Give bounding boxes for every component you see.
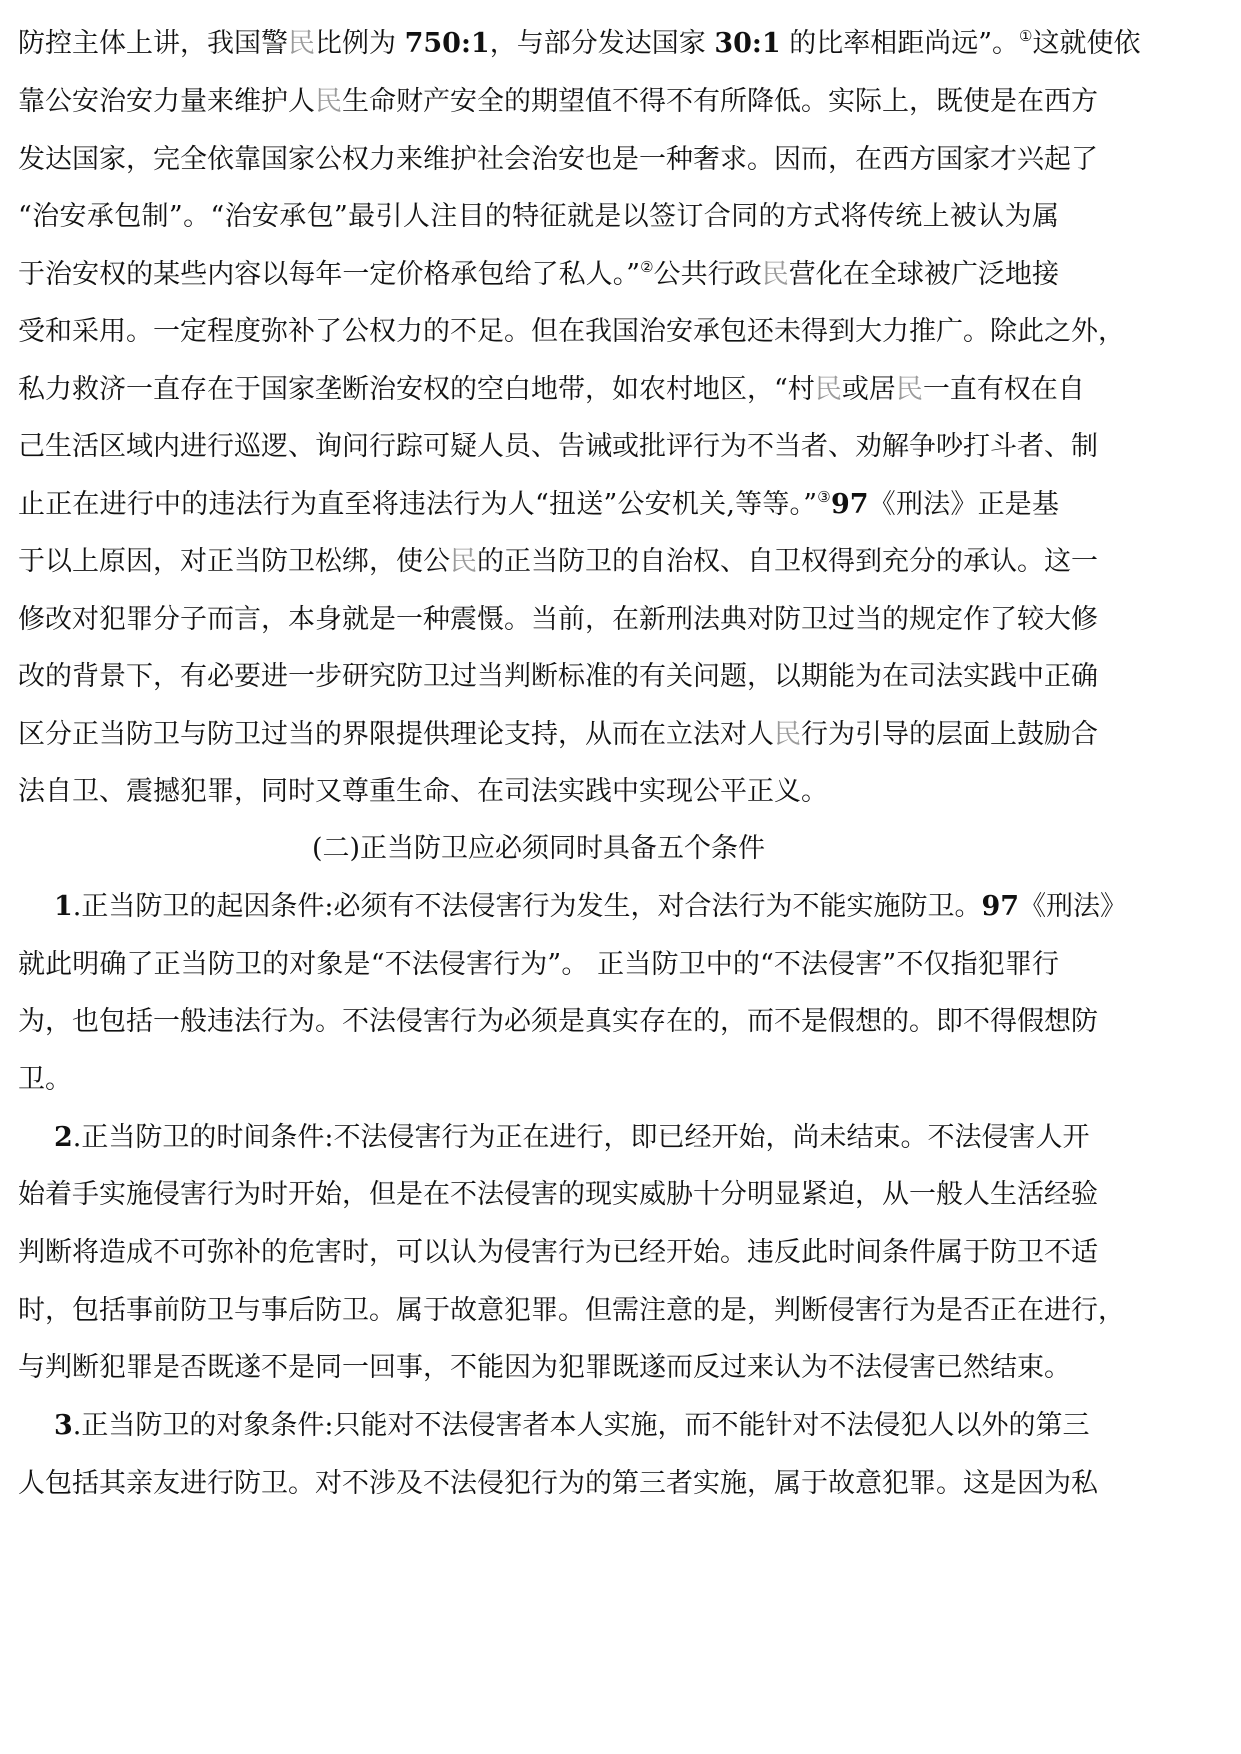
faded-character: 民	[315, 86, 342, 117]
text-line: 私力救济一直存在于国家垄断治安权的空白地带，如农村地区，“村民或居民一直有权在自	[18, 374, 1085, 405]
text-line: 防控主体上讲，我国警民比例为 750:1，与部分发达国家 30:1 的比率相距尚远”。①这就使依	[18, 27, 1141, 59]
numbered-item-start: 1.正当防卫的起因条件:必须有不法侵害行为发生，对合法行为不能实施防卫。97《刑法》	[54, 891, 1128, 922]
faded-character: 民	[450, 546, 477, 577]
text-line: 靠公安治安力量来维护人民生命财产安全的期望值不得不有所降低。实际上，既使是在西方	[18, 86, 1098, 117]
faded-character: 民	[814, 374, 842, 405]
faded-character: 民	[774, 719, 801, 750]
text-line: 修改对犯罪分子而言，本身就是一种震慑。当前，在新刑法典对防卫过当的规定作了较大修	[18, 604, 1098, 635]
text-line: 为，也包括一般违法行为。不法侵害行为必须是真实存在的，而不是假想的。即不得假想防	[18, 1006, 1098, 1037]
text-line: 法自卫、震撼犯罪，同时又尊重生命、在司法实践中实现公平正义。	[18, 776, 828, 807]
text-line: “治安承包制”。“治安承包”最引人注目的特征就是以签订合同的方式将传统上被认为属	[18, 201, 1059, 232]
faded-character: 民	[761, 259, 789, 290]
numbered-item-start: 2.正当防卫的时间条件:不法侵害行为正在进行，即已经开始，尚未结束。不法侵害人开	[54, 1122, 1090, 1153]
section-heading: (二)正当防卫应必须同时具备五个条件	[311, 833, 766, 864]
footnote-marker: ③	[817, 488, 831, 506]
text-line: 于治安权的某些内容以每年一定价格承包给了私人。”②公共行政民营化在全球被广泛地接	[18, 258, 1060, 290]
text-line: 发达国家，完全依靠国家公权力来维护社会治安也是一种奢求。因而，在西方国家才兴起了	[18, 144, 1098, 175]
faded-character: 民	[288, 28, 315, 59]
text-line: 止正在进行中的违法行为直至将违法行为人“扭送”公安机关,等等。”③97《刑法》正是基	[18, 488, 1059, 520]
text-line: 就此明确了正当防卫的对象是“不法侵害行为”。 正当防卫中的“不法侵害”不仅指犯罪行	[18, 949, 1059, 980]
text-line: 于以上原因，对正当防卫松绑，使公民的正当防卫的自治权、自卫权得到充分的承认。这一	[18, 546, 1098, 577]
footnote-marker: ②	[640, 258, 654, 276]
text-line: 改的背景下，有必要进一步研究防卫过当判断标准的有关问题，以期能为在司法实践中正确	[18, 661, 1098, 692]
text-line: 与判断犯罪是否既遂不是同一回事，不能因为犯罪既遂而反过来认为不法侵害已然结束。	[18, 1352, 1071, 1383]
text-line: 区分正当防卫与防卫过当的界限提供理论支持，从而在立法对人民行为引导的层面上鼓励合	[18, 719, 1098, 750]
text-line: 卫。	[18, 1064, 72, 1095]
faded-character: 民	[895, 374, 923, 405]
text-line: 人包括其亲友进行防卫。对不涉及不法侵犯行为的第三者实施，属于故意犯罪。这是因为私	[18, 1468, 1098, 1499]
text-line: 始着手实施侵害行为时开始，但是在不法侵害的现实威胁十分明显紧迫，从一般人生活经验	[18, 1179, 1098, 1210]
text-line: 时，包括事前防卫与事后防卫。属于故意犯罪。但需注意的是，判断侵害行为是否正在进行，	[18, 1295, 1125, 1326]
footnote-marker: ①	[1019, 27, 1033, 45]
text-line: 受和采用。一定程度弥补了公权力的不足。但在我国治安承包还未得到大力推广。除此之外，	[18, 316, 1125, 347]
text-line: 己生活区域内进行巡逻、询问行踪可疑人员、告诫或批评行为不当者、劝解争吵打斗者、制	[18, 431, 1098, 462]
numbered-item-start: 3.正当防卫的对象条件:只能对不法侵害者本人实施，而不能针对不法侵犯人以外的第三	[54, 1410, 1090, 1441]
text-line: 判断将造成不可弥补的危害时，可以认为侵害行为已经开始。违反此时间条件属于防卫不适	[18, 1237, 1098, 1268]
